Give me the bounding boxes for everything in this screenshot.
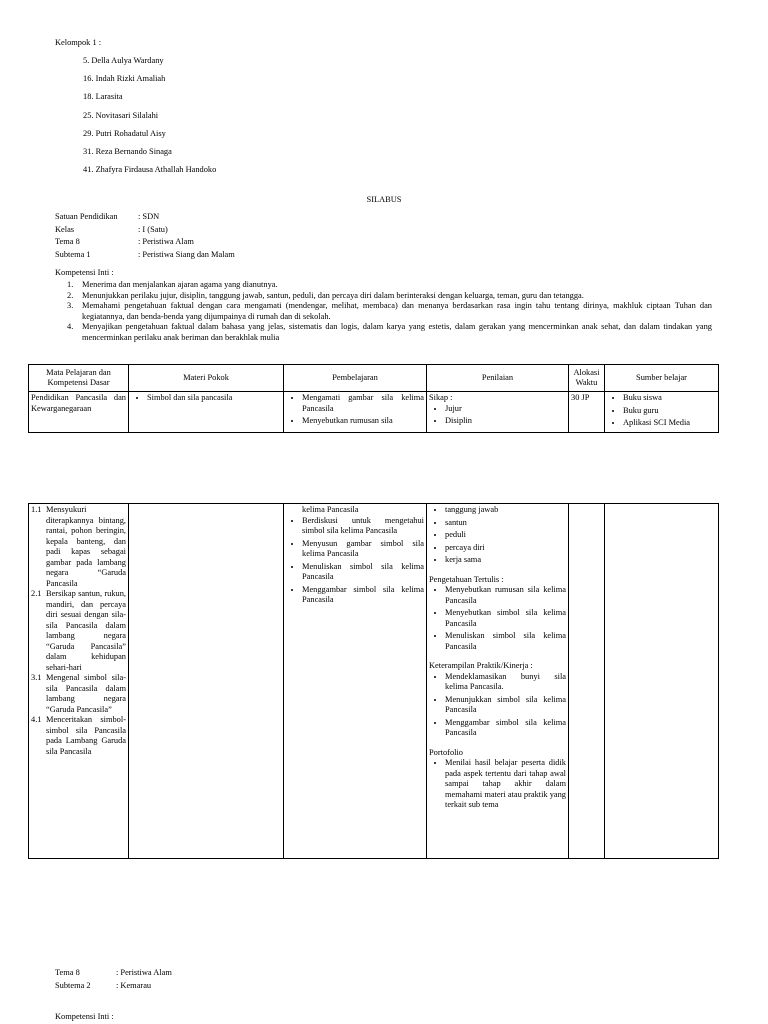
meta-row: [55, 212, 235, 225]
tema2-meta: [55, 967, 172, 992]
meta-key: Kelas: [55, 224, 75, 234]
group-title: Kelompok 1 :: [55, 38, 102, 47]
syllabus-meta: [55, 212, 235, 262]
meta-row: [55, 967, 172, 980]
meta-value: : SDN: [138, 212, 160, 221]
penilaian-label: Sikap :: [429, 393, 453, 402]
pembelajaran-item: • Berdiskusi untuk mengetahui simbol sila kelima Pancasila: [302, 516, 424, 537]
ki-title: Kompetensi Inti :: [55, 268, 114, 277]
portofolio-item: • Menilai hasil belajar peserta didik pada aspek tertentu dari tahap awal sampai tahap akhir dalam memahami materi atau praktik yang terkait sub tema: [445, 758, 566, 811]
sikap-item: • peduli: [445, 530, 566, 541]
sikap-item: • santun: [445, 518, 566, 529]
ki-number: 3.: [67, 301, 74, 310]
kd-number: 3.1: [31, 673, 42, 682]
tertulis-item: • Menyebutkan rumusan sila kelima Pancasila: [445, 585, 566, 606]
ki-item: [55, 291, 712, 302]
meta-value: : Peristiwa Alam: [116, 968, 172, 977]
header-pembelajaran: Pembelajaran: [284, 365, 427, 392]
syllabus-table-part2: [28, 503, 719, 859]
penilaian-item: • Jujur: [445, 404, 566, 415]
ki-text: Menyajikan pengetahuan faktual dalam bahasa yang jelas, sistematis dan logis, dalam karya yang estetis, dalam gerakan yang mencerminkan anak sehat, dan dalam tindakan yang mencerminkan perilaku anak beriman dan berakhlak mulia: [82, 322, 712, 342]
ki-number: 4.: [67, 322, 74, 331]
cell-pembelajaran: [284, 504, 427, 859]
cell-materi: [129, 392, 284, 433]
pembelajaran-item: • Menyusun gambar simbol sila kelima Pancasila: [302, 539, 424, 560]
pembelajaran-item: • Menuliskan simbol sila kelima Pancasila: [302, 562, 424, 583]
kd-item: [31, 715, 126, 757]
pembelajaran-item: • Mengamati gambar sila kelima Pancasila: [302, 393, 424, 414]
kd-text: Menceritakan simbol-simbol sila Pancasila pada Lambang Garuda sila Pancasila: [46, 715, 126, 756]
ki2-title: Kompetensi Inti :: [55, 1012, 114, 1021]
kd-text: Mensyukuri diterapkannya bintang, rantai, pohon beringin, kepala banteng, dan padi kapas sebagai gambar pada lambang negara “Garuda Pancasila: [46, 505, 126, 588]
meta-value: : I (Satu): [138, 224, 168, 234]
sikap-item: • kerja sama: [445, 555, 566, 566]
cell-kd: [29, 504, 129, 859]
syllabus-table-part1: [28, 364, 719, 433]
sikap-item: • percaya diri: [445, 543, 566, 554]
meta-value: : Peristiwa Alam: [138, 237, 194, 246]
cell-penilaian: [427, 504, 569, 859]
cell-pembelajaran: [284, 392, 427, 433]
meta-row: [55, 250, 235, 263]
meta-row: [55, 980, 172, 993]
member-list: [83, 56, 216, 183]
member-item: 29. Putri Rohadatul Aisy: [83, 128, 166, 138]
header-materi: Materi Pokok: [129, 365, 284, 392]
kd-text: Mengenal simbol sila-sila Pancasila dalam lambang negara “Garuda Pancasila”: [46, 673, 126, 714]
cell-sumber: [605, 504, 719, 859]
member-item: 41. Zhafyra Firdausa Athallah Handoko: [83, 165, 217, 175]
pembelajaran-item: • Menggambar simbol sila kelima Pancasila: [302, 585, 424, 606]
praktik-item: • Menunjukkan simbol sila kelima Pancasila: [445, 695, 566, 716]
kd-item: [31, 589, 126, 673]
sumber-item: • Buku guru: [623, 406, 716, 417]
table-header-row: [29, 365, 719, 392]
meta-key: Satuan Pendidikan: [55, 212, 118, 221]
ki-list: [55, 280, 712, 343]
table-row: [29, 392, 719, 433]
tertulis-item: • Menuliskan simbol sila kelima Pancasila: [445, 631, 566, 652]
kd-text: Bersikap santun, rukun, mandiri, dan percaya diri sesuai dengan sila-sila Pancasila dalam lambang negara “Garuda Pancasila” dalam kehidupan sehari-hari: [46, 589, 126, 672]
ki-text: Menerima dan menjalankan ajaran agama yang dianutnya.: [82, 280, 278, 289]
cell-sumber: [605, 392, 719, 433]
kd-item: [31, 505, 126, 589]
kd-number: 2.1: [31, 589, 42, 598]
meta-key: Subtema 2: [55, 980, 91, 990]
document-title: SILABUS: [366, 195, 402, 204]
member-item: 25. Novitasari Silalahi: [83, 110, 159, 120]
praktik-item: • Menggambar simbol sila kelima Pancasila: [445, 718, 566, 739]
pembelajaran-continued: kelima Pancasila: [302, 505, 359, 514]
meta-row: [55, 225, 235, 238]
cell-alokasi: 30 JP: [569, 392, 605, 433]
table-row: [29, 504, 719, 859]
ki-number: 1.: [67, 280, 74, 289]
member-item: 16. Indah Rizki Amaliah: [83, 74, 166, 84]
praktik-item: • Mendeklamasikan bunyi sila kelima Pancasila.: [445, 672, 566, 693]
penilaian-item: • Disiplin: [445, 416, 566, 427]
kd-number: 4.1: [31, 715, 42, 724]
member-item: 31. Reza Bernando Sinaga: [83, 146, 172, 156]
meta-key: Tema 8: [55, 968, 80, 977]
materi-item: • Simbol dan sila pancasila: [147, 393, 281, 404]
sikap-item: • tanggung jawab: [445, 505, 566, 516]
meta-key: Subtema 1: [55, 249, 91, 259]
cell-materi: [129, 504, 284, 859]
header-penilaian: Penilaian: [427, 365, 569, 392]
header-alokasi: Alokasi Waktu: [569, 365, 605, 392]
member-item: 18. Larasita: [83, 92, 123, 102]
tertulis-item: • Menyebutkan simbol sila kelima Pancasila: [445, 608, 566, 629]
ki-text: Menunjukkan perilaku jujur, disiplin, tanggung jawab, santun, peduli, dan percaya diri dalam berinteraksi dengan keluarga, teman, guru dan tetangga.: [82, 290, 584, 300]
ki-item: [55, 301, 712, 322]
cell-penilaian: [427, 392, 569, 433]
meta-row: [55, 237, 235, 250]
kd-item: [31, 673, 126, 715]
member-item: 5. Della Aulya Wardany: [83, 56, 164, 65]
meta-value: : Kemarau: [116, 980, 152, 990]
sumber-item: • Aplikasi SCI Media: [623, 418, 716, 429]
cell-alokasi: [569, 504, 605, 859]
sumber-item: • Buku siswa: [623, 393, 716, 404]
praktik-label: Keterampilan Praktik/Kinerja :: [429, 661, 533, 670]
ki-number: 2.: [67, 290, 74, 300]
portofolio-label: Portofolio: [429, 747, 463, 757]
ki-text: Memahami pengetahuan faktual dengan cara mengamati (mendengar, melihat, membaca) dan menanya berdasarkan rasa ingin tahu tentang dirinya, makhluk ciptaan Tuhan dan kegiatannya, dan benda-benda yang dijumpainya di rumah dan di sekolah.: [82, 301, 712, 321]
pembelajaran-item: • Menyebutkan rumusan sila: [302, 416, 424, 427]
header-mapel: Mata Pelajaran dan Kompetensi Dasar: [29, 365, 129, 392]
ki-item: [55, 280, 712, 291]
meta-value: : Peristiwa Siang dan Malam: [138, 249, 235, 259]
meta-key: Tema 8: [55, 237, 80, 246]
cell-mapel: Pendidikan Pancasila dan Kewarganegaraan: [29, 392, 129, 433]
kd-number: 1.1: [31, 505, 42, 514]
ki-item: [55, 322, 712, 343]
tertulis-label: Pengetahuan Tertulis :: [429, 574, 504, 584]
header-sumber: Sumber belajar: [605, 365, 719, 392]
